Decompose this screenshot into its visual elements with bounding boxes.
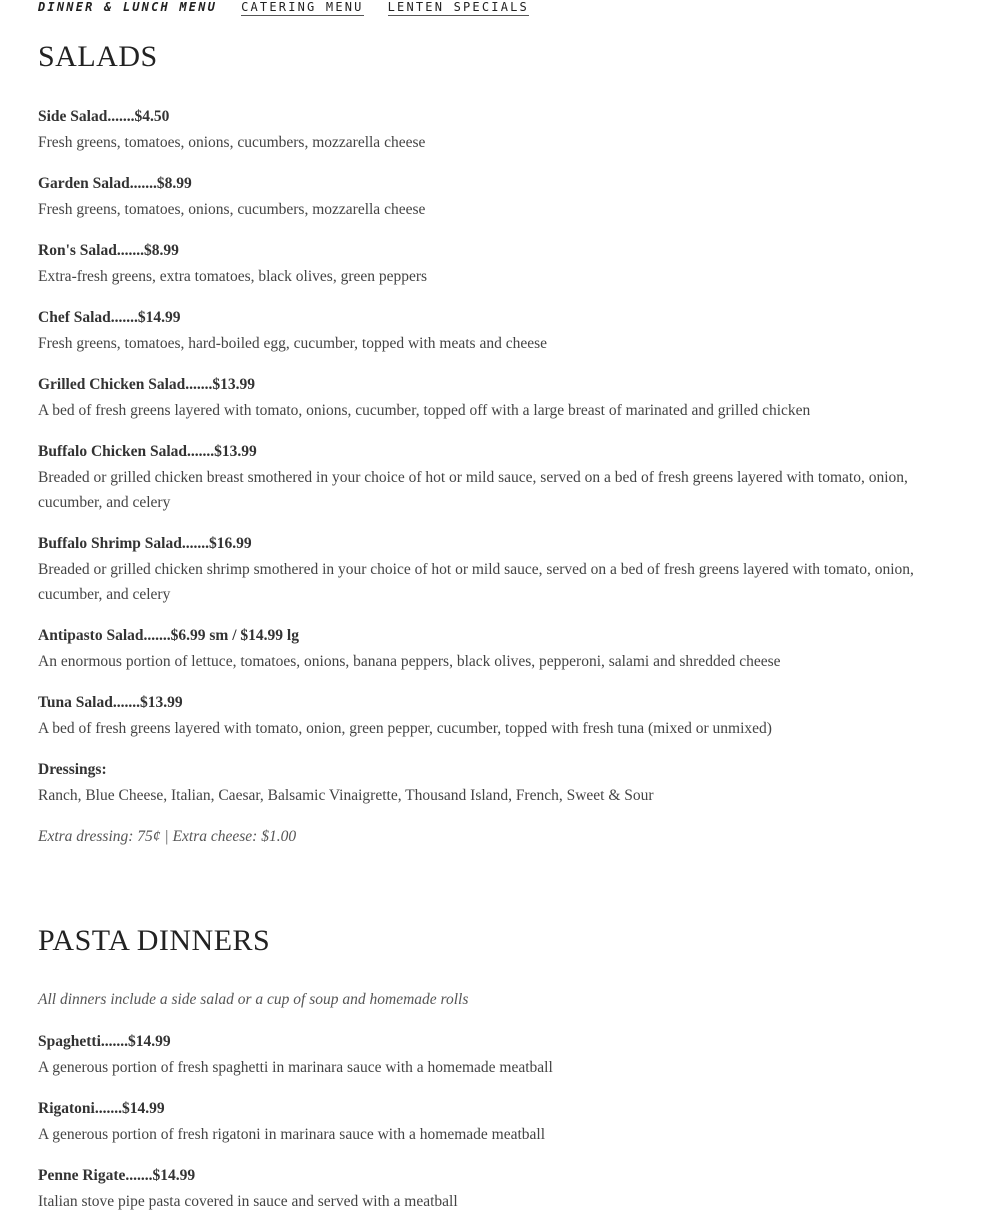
menu-item bbox=[38, 104, 968, 155]
menu-item bbox=[38, 305, 968, 356]
salads-heading: SALADS bbox=[38, 40, 158, 73]
nav-catering-menu[interactable]: CATERING MENU bbox=[241, 0, 364, 14]
menu-item-name: Spaghetti.......$14.99 bbox=[38, 1033, 171, 1050]
menu-item-name: Side Salad.......$4.50 bbox=[38, 108, 170, 125]
menu-item-description: Fresh greens, tomatoes, onions, cucumbers, mozzarella cheese bbox=[38, 134, 426, 151]
dressings-list: Ranch, Blue Cheese, Italian, Caesar, Balsamic Vinaigrette, Thousand Island, French, Sweet & Sour bbox=[38, 787, 654, 804]
menu-item-description: Extra-fresh greens, extra tomatoes, black olives, green peppers bbox=[38, 268, 428, 285]
pasta-heading: PASTA DINNERS bbox=[38, 924, 271, 957]
menu-item-name: Garden Salad.......$8.99 bbox=[38, 175, 192, 192]
menu-item bbox=[38, 690, 968, 741]
menu-item bbox=[38, 531, 968, 607]
menu-item-description: A generous portion of fresh spaghetti in marinara sauce with a homemade meatball bbox=[38, 1059, 553, 1076]
menu-item-name: Ron's Salad.......$8.99 bbox=[38, 242, 179, 259]
top-nav bbox=[38, 0, 553, 18]
menu-item-description: Breaded or grilled chicken breast smothered in your choice of hot or mild sauce, served on a bed of fresh greens layered with tomato, onion, cucumber, and celery bbox=[38, 469, 908, 511]
menu-item-description: Breaded or grilled chicken shrimp smothered in your choice of hot or mild sauce, served on a bed of fresh greens layered with tomato, onion, cucumber, and celery bbox=[38, 561, 914, 603]
menu-item bbox=[38, 1096, 968, 1147]
nav-dinner-lunch-menu[interactable]: DINNER & LUNCH MENU bbox=[38, 0, 218, 14]
menu-item bbox=[38, 238, 968, 289]
dressings-label: Dressings: bbox=[38, 761, 107, 778]
menu-item-name: Rigatoni.......$14.99 bbox=[38, 1100, 165, 1117]
dressings-item bbox=[38, 757, 968, 808]
menu-item-description: Fresh greens, tomatoes, onions, cucumbers, mozzarella cheese bbox=[38, 201, 426, 218]
pasta-dinners-note: All dinners include a side salad or a cup of soup and homemade rolls bbox=[38, 991, 469, 1008]
menu-item-description: A bed of fresh greens layered with tomato, onion, green pepper, cucumber, topped with fresh tuna (mixed or unmixed) bbox=[38, 720, 772, 737]
menu-item bbox=[38, 171, 968, 222]
salads-extras-note: Extra dressing: 75¢ | Extra cheese: $1.00 bbox=[38, 828, 297, 845]
menu-item-description: A bed of fresh greens layered with tomato, onions, cucumber, topped off with a large breast of marinated and grilled chicken bbox=[38, 402, 811, 419]
menu-item bbox=[38, 1163, 968, 1214]
menu-item-description: A generous portion of fresh rigatoni in marinara sauce with a homemade meatball bbox=[38, 1126, 546, 1143]
menu-item bbox=[38, 372, 968, 423]
menu-item-description: Italian stove pipe pasta covered in sauce and served with a meatball bbox=[38, 1193, 458, 1210]
pasta-section bbox=[38, 920, 968, 1214]
menu-item bbox=[38, 1029, 968, 1080]
menu-item-name: Antipasto Salad.......$6.99 sm / $14.99 lg bbox=[38, 627, 299, 644]
nav-lenten-specials[interactable]: LENTEN SPECIALS bbox=[387, 0, 529, 14]
menu-item-name: Chef Salad.......$14.99 bbox=[38, 309, 181, 326]
menu-item-name: Buffalo Shrimp Salad.......$16.99 bbox=[38, 535, 252, 552]
menu-item-name: Penne Rigate.......$14.99 bbox=[38, 1167, 196, 1184]
menu-item-name: Buffalo Chicken Salad.......$13.99 bbox=[38, 443, 257, 460]
menu-item bbox=[38, 439, 968, 515]
menu-item-description: Fresh greens, tomatoes, hard-boiled egg, cucumber, topped with meats and cheese bbox=[38, 335, 547, 352]
menu-item-name: Tuna Salad.......$13.99 bbox=[38, 694, 183, 711]
menu-item-name: Grilled Chicken Salad.......$13.99 bbox=[38, 376, 256, 393]
menu-content bbox=[38, 36, 968, 1214]
salads-section bbox=[38, 36, 968, 850]
menu-item-description: An enormous portion of lettuce, tomatoes, onions, banana peppers, black olives, pepperoni, salami and shredded cheese bbox=[38, 653, 781, 670]
menu-item bbox=[38, 623, 968, 674]
